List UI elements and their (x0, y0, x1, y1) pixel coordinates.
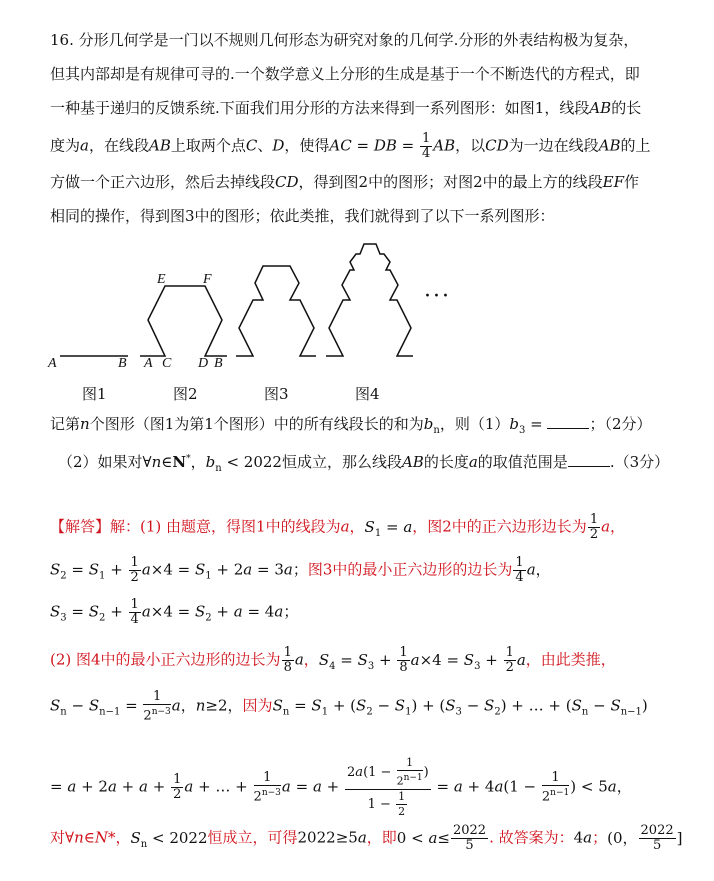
solution-line-5: $S_n - S_{n-1}$ = $\frac{1}{2^{n-3}}$ a，n≥2，因为$S_n = S_1 + (S_2 - S_1) + (S_3 - S_2)$ + … + $(S_n - S_{n-1})$ (50, 689, 648, 724)
label-c2: C (162, 356, 172, 371)
problem-number: 16. (50, 31, 74, 49)
caption-fig3: 图3 (264, 385, 289, 403)
caption-fig1: 图1 (82, 385, 107, 403)
solution-line-1: 【解答】解：(1) 由题意，得图1中的线段为a，$S_1 = a$，图2中的正六边形边长为 $\frac{1}{2}$ a， (50, 512, 626, 542)
problem-line-2: 但其内部却是有规律可寻的.一个数学意义上分形的生成是基于一个不断迭代的方程式，即 (50, 65, 640, 83)
solution-tag: 【解答】 (50, 517, 111, 536)
question-1: 记第n个图形（图1为第1个图形）中的所有线段长的和为$b_n$，则$(1)b_3$ = ；（2分） (50, 415, 652, 436)
label-e2: E (157, 272, 166, 287)
figure-ellipsis: ··· (424, 284, 451, 309)
label-f2: F (203, 272, 212, 287)
label-a2: A (144, 356, 153, 371)
solution-line-7: 对∀n∈N*，$S_n < 2022$恒成立，可得2022≥5a，即0 < a≤ $\frac{2022}{5}$ . 故答案为：4a；(0， $\frac{2022}{5}$ ] (50, 823, 683, 853)
label-b2: B (214, 356, 223, 371)
solution-line-2: $S_2 = S_1$ + $\frac{1}{2}$ $a\times 4 = S_1 + 2a = 3a$；图3中的最小正六边形的边长为 $\frac{1}{4}$ a， (50, 555, 551, 585)
problem-line-4: 度为a，在线段AB上取两个点C、D，使得AC = DB = $\frac{1}{4}$ AB，以CD为一边在线段AB的上 (50, 131, 651, 161)
fig4-path (326, 244, 413, 356)
caption-fig2: 图2 (173, 385, 198, 403)
solution-line-3: $S_3 = S_2$ + $\frac{1}{4}$ $a\times 4 = S_2 + a = 4a$； (50, 597, 299, 627)
question-2: （2）如果对∀n∈N*，$b_n < 2022$恒成立，那么线段AB的长度a的取值范围是 .（3分） (58, 453, 670, 474)
problem-line-1: 16. 分形几何学是一门以不规则几何形态为研究对象的几何学.分形的外表结构极为复杂， (50, 31, 639, 49)
fig2-hexagon-path (140, 286, 227, 356)
solution-line-6: = a + 2a + a + $\frac{1}{2}$ a + … + $\frac{1}{2^{n-3}}$ a = a + 2a(1 − $\frac{1}{2^{n-1}}$ ) 1 − $\frac{1}{2}$ = a + 4a(1 − $\frac{1}{2^{n-1}}$ ) < 5a， (50, 756, 632, 818)
fig3-path (236, 266, 316, 356)
label-d2: D (198, 356, 209, 371)
problem-line-6: 相同的操作，得到图3中的图形；依此类推，我们就得到了以下一系列图形： (50, 207, 555, 225)
label-b1: B (118, 356, 127, 371)
caption-fig4: 图4 (355, 385, 380, 403)
problem-line-5: 方做一个正六边形，然后去掉线段CD，得到图2中的图形；对图2中的最上方的线段EF作 (50, 173, 639, 191)
solution-line-4: (2) 图4中的最小正六边形的边长为 $\frac{1}{8}$ a，$S_4 = S_3$ + $\frac{1}{8}$ $a\times 4 = S_3$ + $\frac{1}{2}$ a，由此类推， (50, 645, 616, 675)
problem-line-3: 一种基于递归的反馈系统.下面我们用分形的方法来得到一系列图形：如图1，线段AB的长 (50, 99, 642, 117)
label-a1: A (48, 356, 57, 371)
